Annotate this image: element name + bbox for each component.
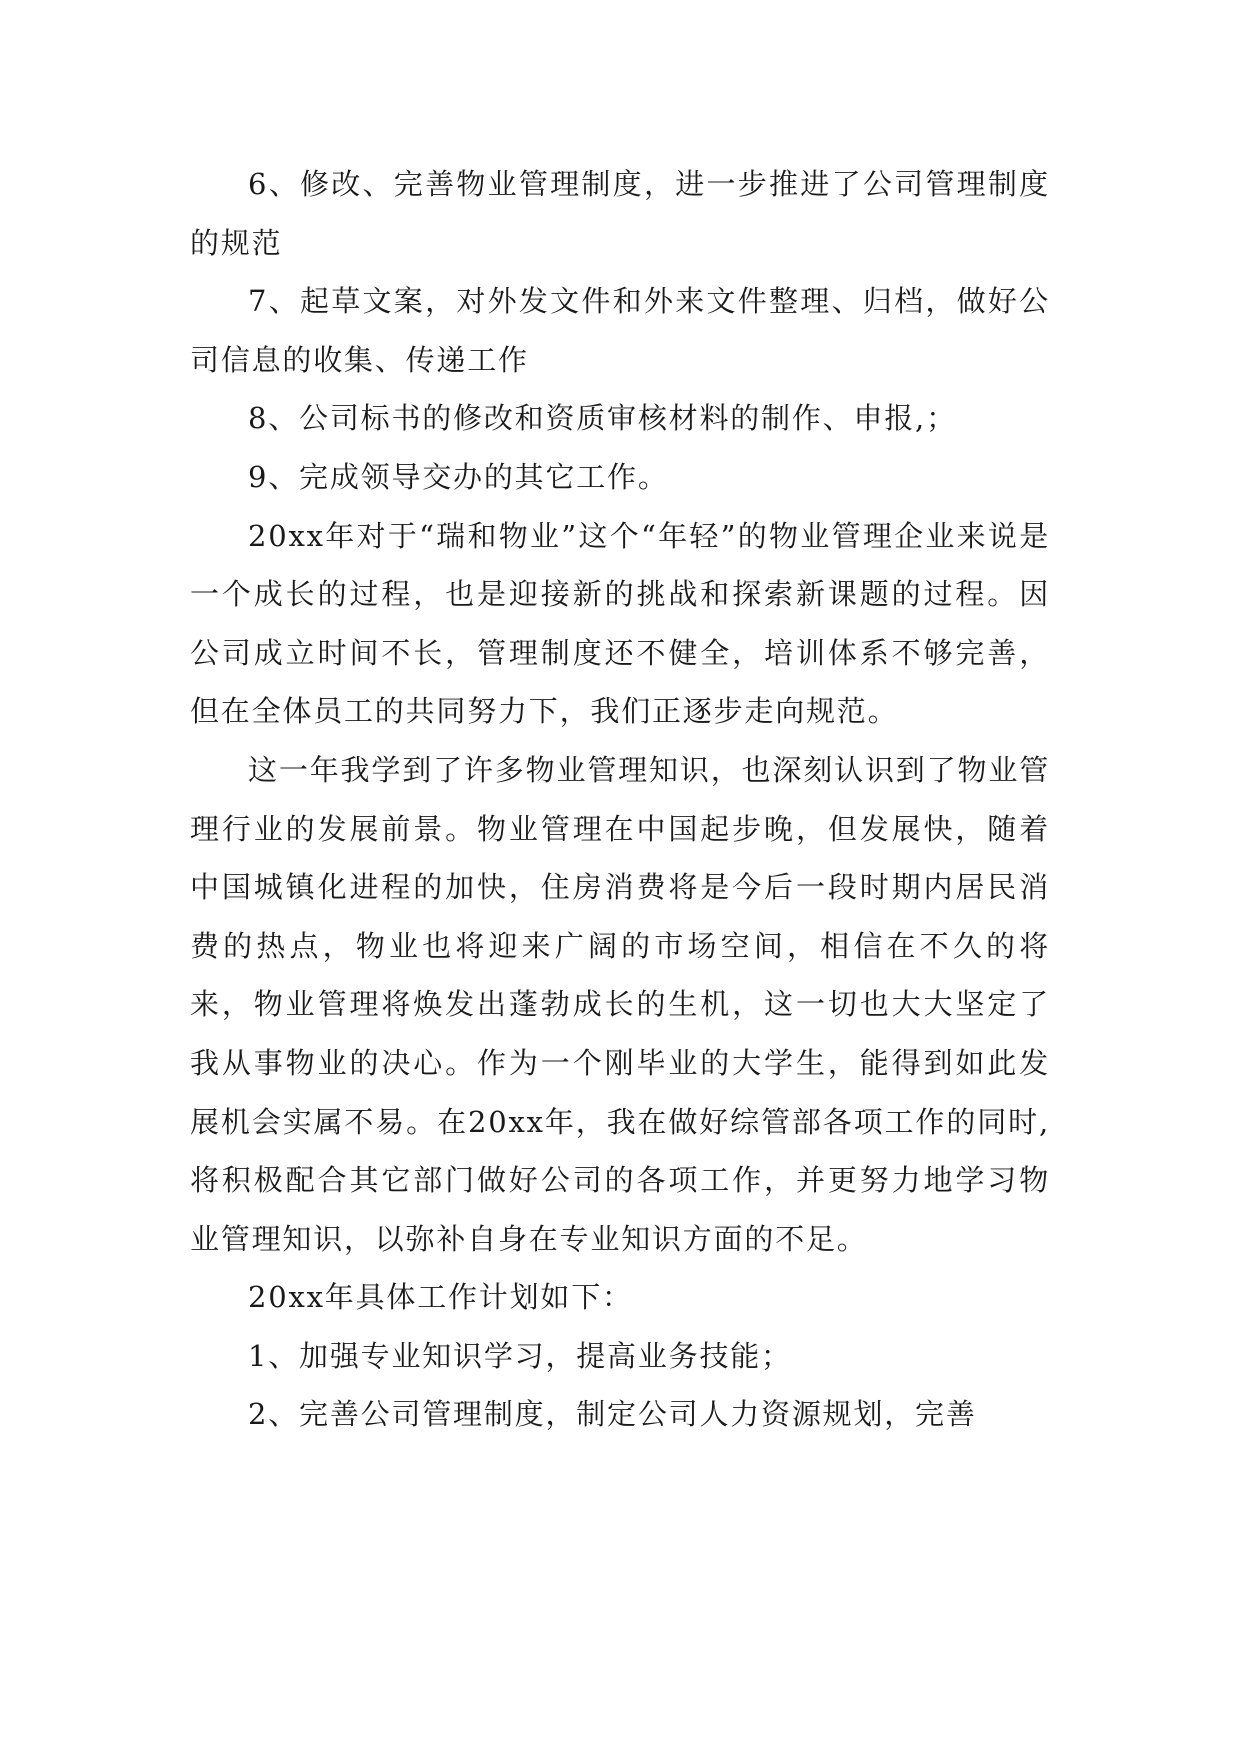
paragraph-plan-2: 2、完善公司管理制度，制定公司人力资源规划，完善 [248,1397,977,1432]
document-body [190,155,1050,1444]
paragraph-item-9: 9、完成领导交办的其它工作。 [248,459,669,494]
paragraph-plan-heading: 20xx年具体工作计划如下： [248,1280,633,1315]
paragraph-plan-1: 1、加强专业知识学习，提高业务技能； [248,1338,792,1373]
paragraph-item-8: 8、公司标书的修改和资质审核材料的制作、申报,； [248,401,957,436]
paragraph-year-intro: 20xx年对于“瑞和物业”这个“年轻”的物业管理企业来说是一个成长的过程，也是迎接新的挑战和探索新课题的过程。因公司成立时间不长，管理制度还不健全，培训体系不够完善，但在全体员工的共同努力下，我们正逐步走向规范。 [190,518,1050,729]
paragraph-item-7: 7、起草文案，对外发文件和外来文件整理、归档，做好公司信息的收集、传递工作 [190,284,1050,377]
paragraph-item-6: 6、修改、完善物业管理制度，进一步推进了公司管理制度的规范 [190,167,1050,260]
paragraph-reflection: 这一年我学到了许多物业管理知识，也深刻认识到了物业管理行业的发展前景。物业管理在中国起步晚，但发展快，随着中国城镇化进程的加快，住房消费将是今后一段时期内居民消费的热点，物业也将迎来广阔的市场空间，相信在不久的将来，物业管理将焕发出蓬勃成长的生机，这一切也大大坚定了我从事物业的决心。作为一个刚毕业的大学生，能得到如此发展机会实属不易。在20xx年，我在做好综管部各项工作的同时,将积极配合其它部门做好公司的各项工作，并更努力地学习物业管理知识，以弥补自身在专业知识方面的不足。 [190,752,1050,1256]
